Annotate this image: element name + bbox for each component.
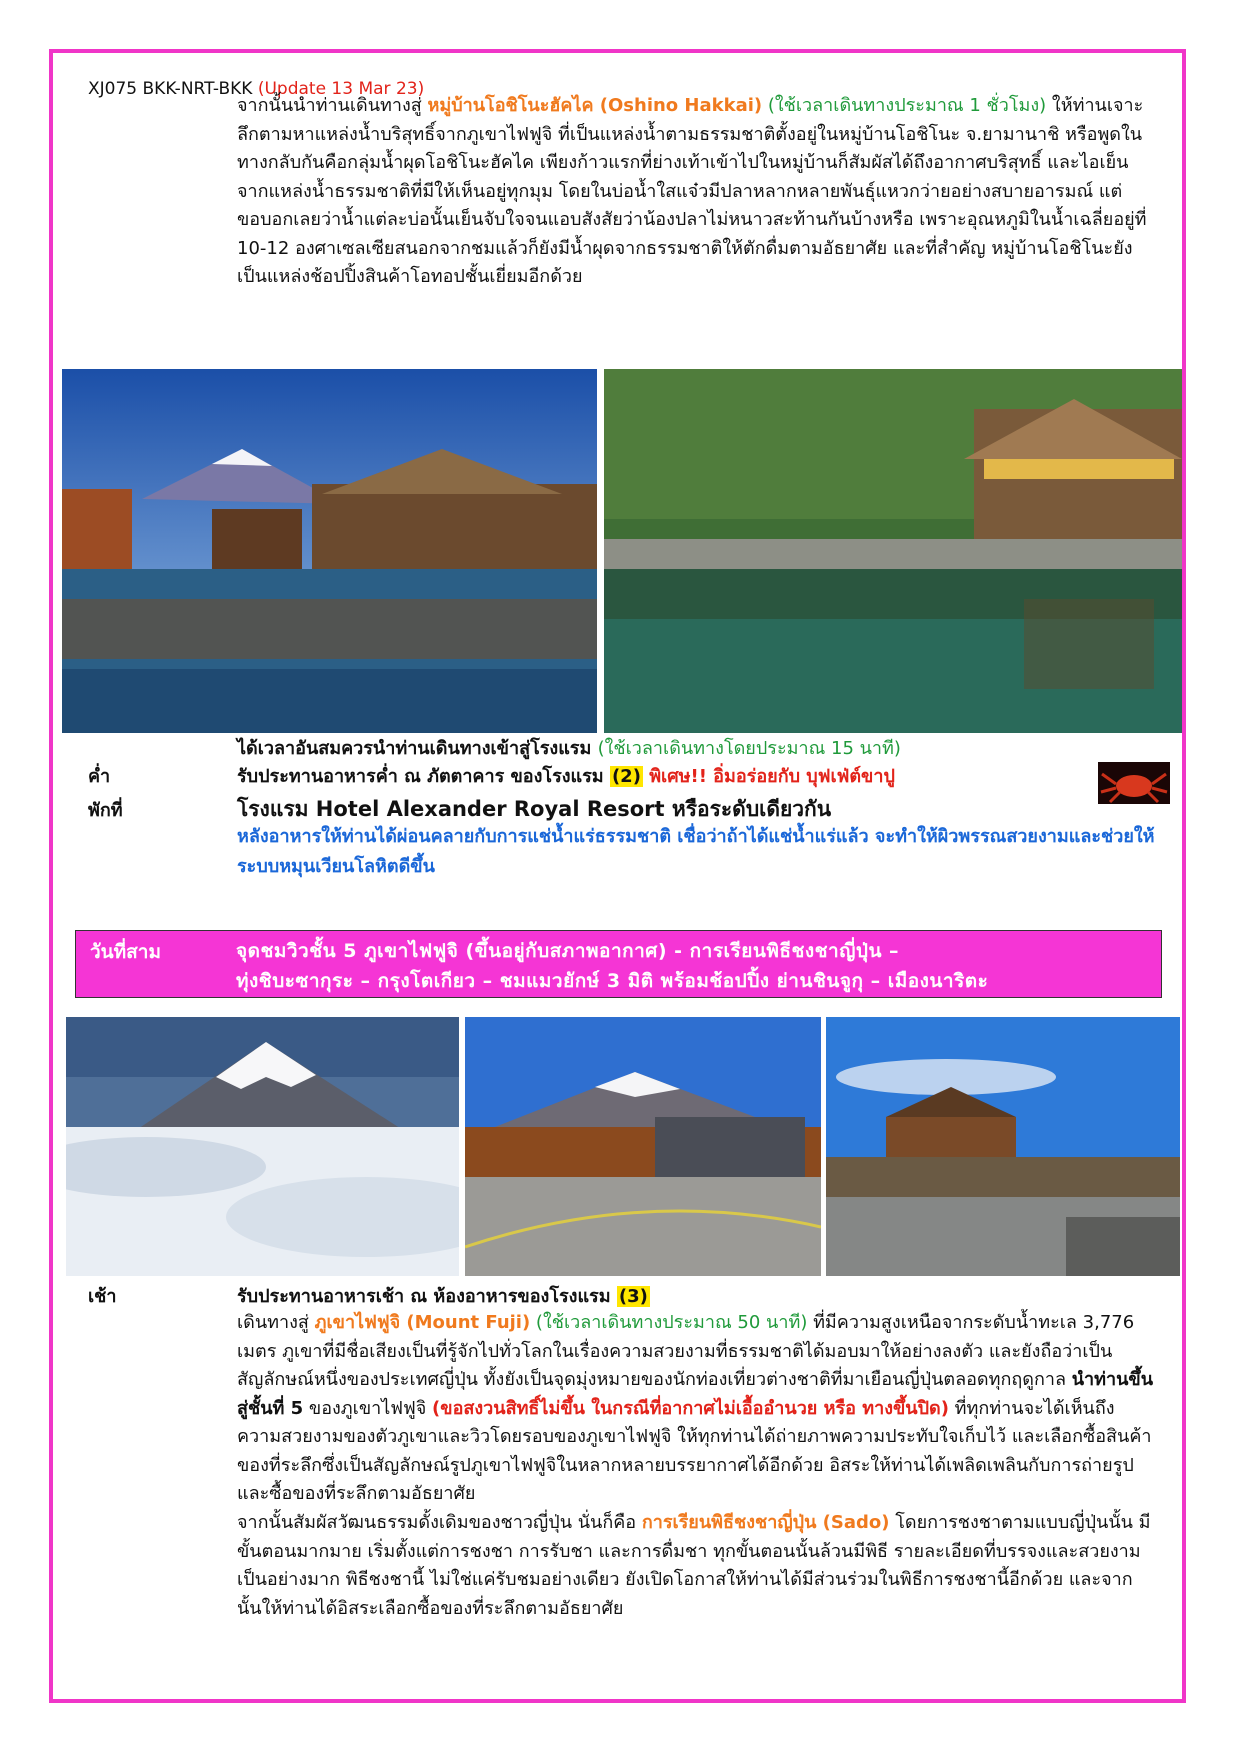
oshino-time: (ใช้เวลาเดินทางประมาณ 1 ชั่วโมง) [762,95,1047,116]
meal-number: (2) [611,766,641,787]
dinner-label: ค่ำ [88,766,111,787]
oshino-place: หมู่บ้านโอชิโนะฮัคไค (Oshino Hakkai) [427,95,763,116]
oshino-photo-1 [62,369,597,733]
oshino-paragraph: จากนั้นนำท่านเดินทางสู่ หมู่บ้านโอชิโนะฮัคไค (Oshino Hakkai) (ใช้เวลาเดินทางประมาณ 1 ชั่วโมง) ให้ท่านเจาะลึกตามหาแหล่งน้ำบริสุทธิ์จากภูเขาไฟฟูจิ ที่เป็นแหล่งน้ำตามธรรมชาติตั้งอยู่ในหมู่บ้านโอชิโนะ จ.ยามานาชิ หรือพูดในทางกลับกันคือกลุ่มน้ำผุดโอชิโนะฮัคไค เพียงก้าวแรกที่ย่างเท้าเข้าไปในหมู่บ้านก็สัมผัสได้ถึงอากาศบริสุทธิ์ และไอเย็นจากแหล่งน้ำธรรมชาติที่มีให้เห็นอยู่ทุกมุม โดยในบ่อน้ำใสแจ๋วมีปลาหลากหลายพันธุ์แหวกว่ายอย่างสบายอารมณ์ แต่ขอบอกเลยว่าน้ำแต่ละบ่อนั้นเย็นจับใจจนแอบสังสัยว่าน้องปลาไม่หนาวสะท้านกันบ้างหรือ เพราะอุณหภูมิในน้ำเฉลี่ยอยู่ที่ 10-12 องศาเซลเซียสนอกจากชมแล้วก็ยังมีน้ำผุดจากธรรมชาติให้ตักดื่มตามอัธยาศัย และที่สำคัญ หมู่บ้านโอชิโนะยังเป็นแหล่งช้อปปิ้งสินค้าโอทอปชั้นเยี่ยมอีกด้วย [237,95,1147,287]
dinner-row: รับประทานอาหารค่ำ ณ ภัตตาคาร ของโรงแรม (2) พิเศษ!! อิ่มอร่อยกับ บุฟเฟ่ต์ขาปู [237,766,895,787]
tour-code: XJ075 BKK-NRT-BKK [88,79,253,99]
fuji-paragraph: เดินทางสู่ ภูเขาไฟฟูจิ (Mount Fuji) (ใช้เวลาเดินทางประมาณ 50 นาที) ที่มีความสูงเหนือจากระดับน้ำทะเล 3,776 เมตร ภูเขาที่มีชื่อเสียงเป็นที่รู้จักไปทั่วโลกในเรื่องความสวยงามที่ธรรมชาติได้มอบมาให้อย่างลงตัว และยังถือว่าเป็นสัญลักษณ์หนึ่งของประเทศญี่ปุ่น ทั้งยังเป็นจุดมุ่งหมายของนักท่องเที่ยวต่างชาติที่มาเยือนญี่ปุ่นตลอดทุกฤดูกาล นำท่านขึ้นสู่ชั้นที่ 5 ของภูเขาไฟฟูจิ (ขอสงวนสิทธิ์ไม่ขึ้น ในกรณีที่อากาศไม่เอื้ออำนวย หรือ ทางขึ้นปิด) ที่ทุกท่านจะได้เห็นถึงความสวยงามของตัวภูเขาและวิวโดยรอบของภูเขาไฟฟูจิ ให้ทุกท่านได้ถ่ายภาพความประทับใจเก็บไว้ และเลือกซื้อสินค้าของที่ระลึกซึ่งเป็นสัญลักษณ์รูปภูเขาไฟฟูจิในหลากหลายบรรยากาศได้อีกด้วย อิสระให้ท่านได้เพลิดเพลินกับการถ่ายรูปและซื้อของที่ระลึกตามอัธยาศัย [237,1312,1154,1504]
sado-paragraph: จากนั้นสัมผัสวัฒนธรรมดั้งเดิมของชาวญี่ปุ่น นั่นก็คือ การเรียนพิธีชงชาญี่ปุ่น (Sado) โดยการชงชาตามแบบญี่ปุ่นนั้น มีขั้นตอนมากมาย เริ่มตั้งแต่การชงชา การรับชา และการดื่มชา ทุกขั้นตอนนั้นล้วนมีพิธี รายละเอียดที่บรรจงและสวยงามเป็นอย่างมาก พิธีชงชานี้ ไม่ใช่แค่รับชมอย่างเดียว ยังเปิดโอกาสให้ท่านได้มีส่วนร่วมในพิธีการชงชานี้อีกด้วย และจากนั้นให้ท่านได้อิสระเลือกซื้อของที่ระลึกตามอัธยาศัย [237,1512,1151,1619]
fuji-warning: (ขอสงวนสิทธิ์ไม่ขึ้น ในกรณีที่อากาศไม่เอื้ออำนวย หรือ ทางขึ้นปิด) [432,1397,949,1419]
fuji-time: (ใช้เวลาเดินทางประมาณ 50 นาที) [530,1312,808,1333]
hotel-name: โรงแรม Hotel Alexander Royal Resort หรือระดับเดียวกัน [237,797,832,821]
day-label: วันที่สาม [90,941,161,963]
crab-image [1098,762,1170,804]
day-three-banner [75,930,1162,998]
fuji-place: ภูเขาไฟฟูจิ (Mount Fuji) [314,1312,531,1333]
update-date: (Update 13 Mar 23) [257,79,425,99]
onsen-note: หลังอาหารให้ท่านได้ผ่อนคลายกับการแช่น้ำแร่ธรรมชาติ เชื่อว่าถ้าได้แช่น้ำแร่แล้ว จะทำให้ผิวพรรณสวยงามและช่วยให้ระบบหมุนเวียนโลหิตดีขึ้น [237,826,1155,877]
stay-label: พักที่ [88,800,123,821]
hotel-arrival: ได้เวลาอันสมควรนำท่านเดินทางเข้าสู่โรงแรม (ใช้เวลาเดินทางโดยประมาณ 15 นาที) [237,738,901,759]
breakfast-meal-number: (3) [618,1286,648,1307]
fuji-photo-1 [66,1017,459,1276]
breakfast-row: รับประทานอาหารเช้า ณ ห้องอาหารของโรงแรม (3) [237,1286,648,1307]
fuji-photo-2 [465,1017,821,1276]
special-note: พิเศษ!! อิ่มอร่อยกับ บุฟเฟ่ต์ขาปู [642,766,895,787]
breakfast-label: เช้า [88,1286,117,1307]
day-title: จุดชมวิวชั้น 5 ภูเขาไฟฟูจิ (ขึ้นอยู่กับสภาพอากาศ) - การเรียนพิธีชงชาญี่ปุ่น – ทุ่งชิบะซากุระ – กรุงโตเกียว – ชมแมวยักษ์ 3 มิติ พร้อมช้อปปิ้ง ย่านชินจูกุ – เมืองนาริตะ [236,940,989,992]
sado-place: การเรียนพิธีชงชาญี่ปุ่น (Sado) [641,1512,890,1533]
fuji-photo-3 [826,1017,1180,1276]
oshino-photo-2 [604,369,1182,733]
